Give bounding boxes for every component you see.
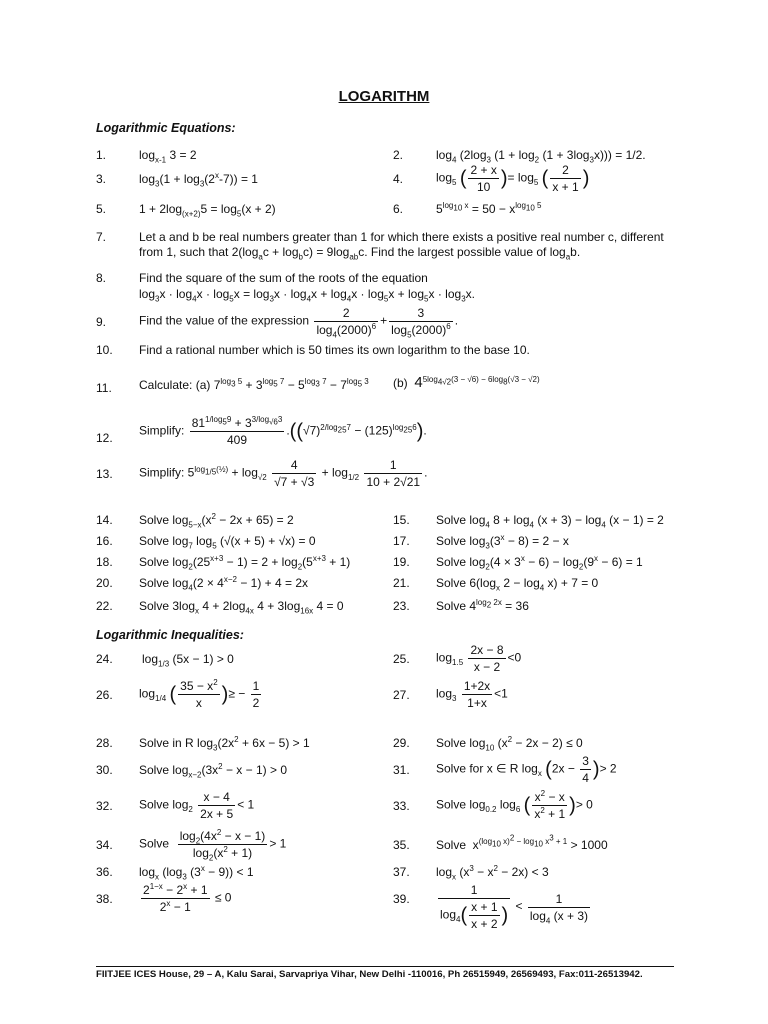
problem-number: 14. — [96, 513, 113, 527]
problem-15: Solve $\log_4 8 + \log_4 (x + 3) - \log_4 (x - 1) = 2$ — [436, 513, 664, 530]
problem-26: $\log_{1/4}$ ( $\frac{35 - x^2}{x}$ )≥ − $\frac{1}{2}$ — [139, 678, 260, 710]
problem-number: 13. — [96, 467, 113, 481]
problem-number: 38. — [96, 892, 113, 906]
problem-number: 20. — [96, 576, 113, 590]
problem-5: $1 + 2\log_{(x+2)}5 = \log_5(x + 2)$ — [139, 202, 276, 219]
problem-13-label: Simplify: — [139, 465, 185, 480]
problem-number: 26. — [96, 688, 113, 702]
problem-30: Solve $\log_{x-2}(3x^2 - x - 1) > 0$ — [139, 762, 287, 780]
problem-11-label: Calculate: (a) — [139, 378, 211, 392]
problem-28: Solve in R $\log_3(2x^2 + 6x - 5) > 1$ — [139, 735, 310, 753]
problem-13: Simplify: $5^{log_{1/5}(\frac{1}{2})} + \log_{√2}$ $\frac{4}{√7 + √3}$ + $\log_{1/2}$ $\frac{1}{10 + 2√21}$ . — [139, 458, 428, 489]
section-heading-equations: Logarithmic Equations: — [96, 121, 236, 135]
problem-18: Solve $\log_2(25^{x+3} - 1) = 2 + \log_2(5^{x+3} + 1)$ — [139, 554, 351, 572]
problem-number: 6. — [393, 202, 404, 216]
problem-number: 16. — [96, 534, 113, 548]
problem-number: 12. — [96, 431, 113, 445]
problem-number: 39. — [393, 892, 410, 906]
problem-1: $\log_{x-1} 3 = 2$ — [139, 148, 197, 165]
problem-number: 30. — [96, 763, 113, 777]
problem-number: 32. — [96, 799, 113, 813]
problem-19: Solve $\log_2(4 \times 3^x - 6) - \log_2(9^x - 6) = 1$ — [436, 554, 643, 572]
problem-number: 5. — [96, 202, 107, 216]
problem-number: 18. — [96, 555, 113, 569]
problem-34: Solve $\frac{\log_2(4x^2 - x - 1)}{\log_2(x^2 + 1)}$ > 1 — [139, 828, 287, 863]
problem-12-label: Simplify: — [139, 423, 185, 438]
problem-9: Find the value of the expression $\frac{2}{\log_4(2000)^6}$ + $\frac{3}{\log_5(2000)^6}$ . — [139, 306, 459, 340]
section-heading-inequalities: Logarithmic Inequalities: — [96, 628, 244, 642]
problem-8-line-2: $\log_3x \cdot \log_4x \cdot \log_5x = \log_3x \cdot \log_4x + \log_4x \cdot \log_5x + \log_5x \cdot \log_3x$. — [139, 287, 475, 304]
problem-9-label: Find the value of the expression — [139, 313, 310, 328]
problem-2: $\log_4 (2\log_3$ $(1 + \log_2 (1 + 3\log_3x))) = 1/2$. — [436, 148, 646, 165]
problem-33: Solve $\log_{0.2} \log_6$ ( $\frac{x^2 - x}{x^2 + 1}$ )> 0 — [436, 789, 593, 821]
problem-39: 1 $\log_4$( $\frac{x + 1}{x + 2}$ ) < $\frac{1}{\log_4 (x + 3)}$ — [440, 883, 589, 931]
problem-4: $\log_5$ ( $\frac{2 + x}{10}$ )= $\log_5$ ( $\frac{2}{x + 1}$ ) — [436, 163, 590, 194]
problem-number: 11. — [96, 381, 112, 395]
problem-24: $\log_{1/3} (5x - 1) > 0$ — [142, 652, 234, 669]
problem-3: $\log_3(1 + \log_3(2^x-7)) = 1$ — [139, 171, 258, 189]
problem-number: 24. — [96, 652, 113, 666]
problem-number: 22. — [96, 599, 113, 613]
problem-number: 36. — [96, 865, 113, 879]
problem-number: 28. — [96, 736, 113, 750]
problem-number: 2. — [393, 148, 404, 162]
problem-11: Calculate: (a) $7^{log_3 5} + 3^{log_5 7} - 5^{log_3 7} - 7^{log_5 3}$ — [139, 377, 369, 392]
problem-31: Solve for x ∈ R $\log_x (2x$ − $\frac{3}{4}$ )> 2 — [436, 754, 617, 785]
problem-number: 3. — [96, 172, 107, 186]
problem-27: $\log_3$ $\frac{1+2x}{1+x}$ <1 — [436, 679, 508, 710]
problem-20: Solve $\log_4(2 \times 4^{x-2} - 1) + 4 = 2x$ — [139, 575, 309, 593]
problem-number: 35. — [393, 838, 410, 852]
problem-number: 33. — [393, 799, 410, 813]
problem-number: 7. — [96, 230, 107, 244]
problem-11b: (b) $4^{5log_{4√2}(3 - √6) - 6log_8(√3 - √2)}$ — [393, 374, 540, 391]
problem-number: 37. — [393, 865, 410, 879]
problem-number: 27. — [393, 688, 410, 702]
problem-number: 8. — [96, 271, 107, 285]
problem-36: $\log_x (\log_3$ $(3^x - 9)) < 1$ — [139, 864, 254, 882]
problem-number: 23. — [393, 599, 410, 613]
problem-number: 1. — [96, 148, 107, 162]
problem-37: $\log_x (x^3 - x^2 - 2x) < 3$ — [436, 864, 549, 882]
page-title: LOGARITHM — [338, 88, 430, 105]
problem-32: Solve $\log_2$ $\frac{x - 4}{2x + 5}$ < 1 — [139, 790, 255, 821]
problem-number: 15. — [393, 513, 410, 527]
problem-17: Solve $\log_3(3^x - 8) = 2 - x$ — [436, 533, 569, 551]
problem-number: 10. — [96, 343, 113, 357]
problem-number: 17. — [393, 534, 410, 548]
page-footer: FIITJEE ICES House, 29 – A, Kalu Sarai, Sarvapriya Vihar, New Delhi -110016, Ph 26515949, 26569493, Fax:011-26513942. — [96, 966, 674, 980]
problem-number: 29. — [393, 736, 410, 750]
problem-35: Solve $x^{(log_{10} x)^2 - log_{10} x^3 + 1} > 1000$ — [436, 833, 608, 852]
problem-10: Find a rational number which is 50 times its own logarithm to the base 10. — [139, 343, 530, 357]
problem-6: $5^{log_{10} x} = 50 - x^{log_{10} 5}$ — [436, 201, 542, 216]
problem-number: 31. — [393, 763, 410, 777]
problem-number: 34. — [96, 838, 113, 852]
problem-23: Solve $4^{log_2 2x} = 36$ — [436, 598, 529, 613]
problem-16: Solve $\log_7 \log_5 (√(x + 5) + √x) = 0$ — [139, 534, 316, 551]
problem-38: $\frac{2^{1-x} - 2^x + 1}{2^x - 1}$ ≤ 0 — [143, 882, 232, 914]
problem-number: 21. — [393, 576, 410, 590]
problem-number: 9. — [96, 315, 107, 329]
problem-22: Solve $3\log_x$ $4 + 2\log_{4x}$ $4 + 3\log_{16x}$ 4 = 0 — [139, 599, 344, 616]
problem-number: 19. — [393, 555, 410, 569]
problem-7-line-1: Let a and b be real numbers greater than 1 for which there exists a positive real number c, different — [139, 230, 664, 244]
problem-12: Simplify: $\frac{81^{1/log_59} + 3^{3/log_{√6}3}}{409}$ $.((√7)^{2/log_{25}7} - (125)^{log_{25}6})$. — [139, 415, 427, 447]
problem-25: $\log_{1.5}$ $\frac{2x - 8}{x - 2}$ <0 — [436, 643, 522, 674]
problem-7-line-2: from 1, such that $2(\log_ac + \log_bc) = 9\log_{ab}c$. Find the largest possible value of $\log_ab$. — [139, 245, 581, 262]
problem-21: Solve $6(\log_x$ $2 - \log_4 x) + 7 = 0$ — [436, 576, 599, 593]
problem-8-line-1: Find the square of the sum of the roots of the equation — [139, 271, 428, 285]
problem-29: Solve $\log_{10} (x^2 - 2x - 2) \le 0$ — [436, 735, 583, 753]
problem-14: Solve $\log_{5-x}(x^2 - 2x + 65) = 2$ — [139, 512, 294, 530]
problem-number: 25. — [393, 652, 410, 666]
problem-number: 4. — [393, 172, 404, 186]
